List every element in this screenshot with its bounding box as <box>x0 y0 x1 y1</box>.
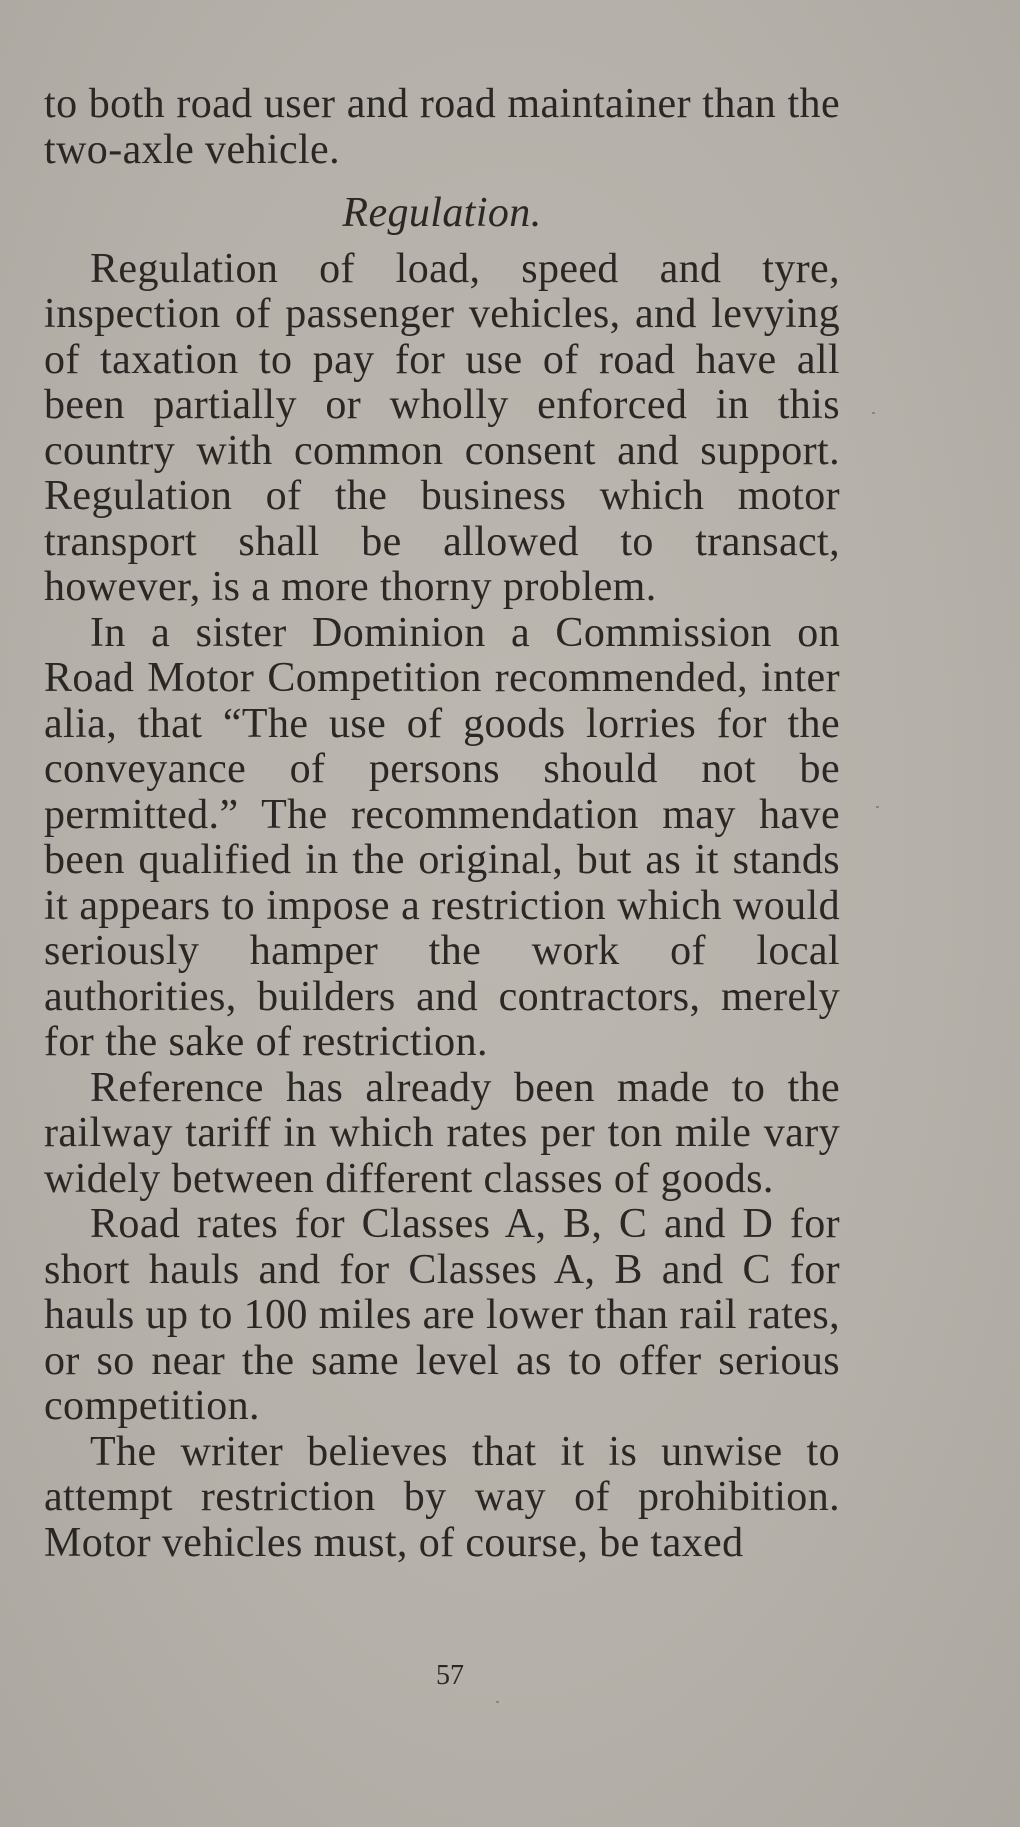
paragraph-railway-tariff: Reference has already been made to the railway tariff in which rates per ton mile vary widely between different classes of goods. <box>44 1064 840 1202</box>
page-number: 57 <box>436 1660 464 1691</box>
paragraph-writer-believes: The writer believes that it is unwise to attempt restriction by way of prohibition. Motor vehicles must, of course, be taxed <box>44 1428 840 1566</box>
paragraph-road-rates: Road rates for Classes A, B, C and D for short hauls and for Classes A, B and C for hauls up to 100 miles are lower than rail rates, or so near the same level as to offer serious competition. <box>44 1201 840 1429</box>
body-text <box>44 82 840 1566</box>
paragraph-sister-dominion: In a sister Dominion a Commission on Road Motor Competition recommended, inter alia, that “The use of goods lorries for the conveyance of persons should not be permitted.” The recommendation may have been qualified in the original, but as it stands it appears to impose a restriction which would seriously hamper the work of local authorities, builders and contractors, merely for the sake of restriction. <box>44 609 840 1065</box>
paper-speck <box>496 1701 499 1703</box>
paragraph-regulation: Regulation of load, speed and tyre, inspection of passenger vehicles, and levying of taxation to pay for use of road have all been partially or wholly enforced in this country with common consent and support. Regulation of the business which motor transport shall be allowed to transact, however, is a more thorny problem. <box>44 245 840 610</box>
paragraph-continuation: to both road user and road maintainer than the two-axle vehicle. <box>44 81 840 173</box>
paper-speck <box>876 806 879 808</box>
paper-speck <box>872 412 875 414</box>
section-heading: Regulation. <box>342 190 542 236</box>
